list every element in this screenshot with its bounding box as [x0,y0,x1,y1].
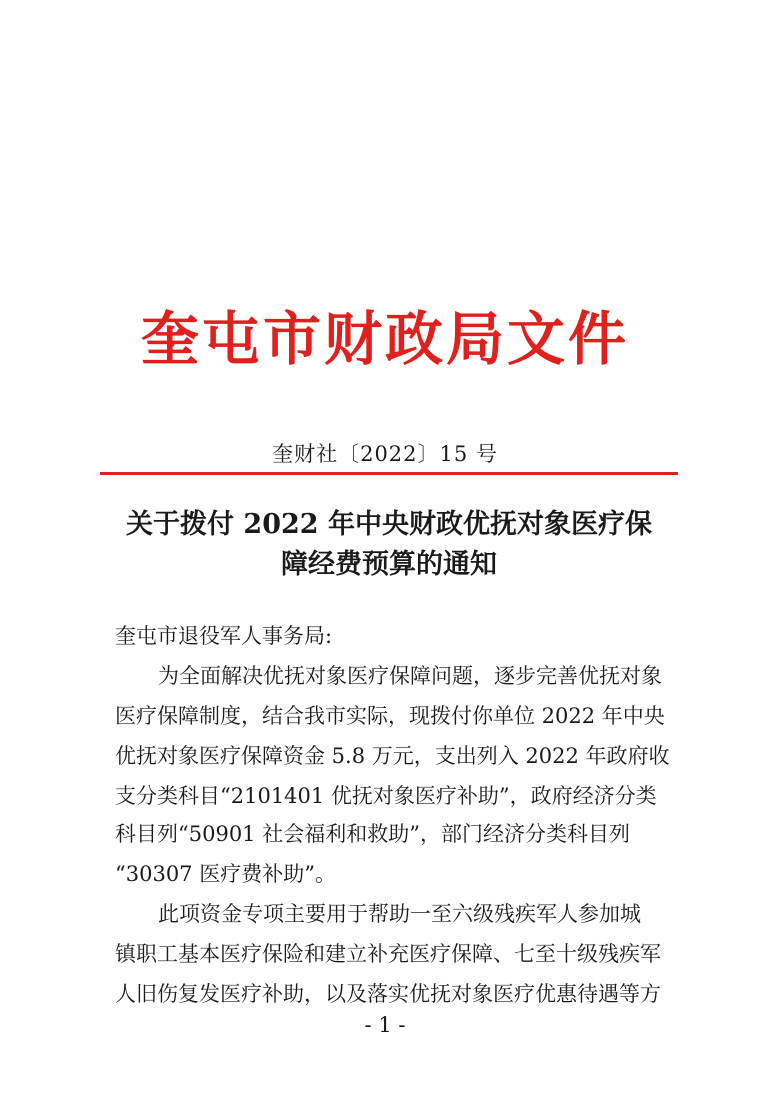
red-divider-line [100,472,678,475]
document-number: 奎财社〔2022〕15 号 [272,442,498,466]
issuer-header-title: 奎屯市财政局文件 [140,305,629,373]
body-line: “30307 医疗费补助”。 [115,862,336,886]
body-line: 支分类科目“2101401 优抚对象医疗补助”，政府经济分类 [115,784,657,808]
notice-title [100,505,678,585]
addressee: 奎屯市退役军人事务局: [115,624,333,648]
body-line: 此项资金专项主要用于帮助一至六级残疾军人参加城 [158,902,641,926]
body-line: 优抚对象医疗保障资金 5.8 万元，支出列入 2022 年政府收 [115,744,670,768]
body-line: 医疗保障制度，结合我市实际，现拨付你单位 2022 年中央 [115,704,665,728]
page-number: - 1 - [364,1013,406,1037]
notice-title-line-2: 障经费预算的通知 [281,549,497,580]
body-line: 科目列“50901 社会福利和救助”，部门经济分类科目列 [115,822,630,846]
body-line: 镇职工基本医疗保险和建立补充医疗保障、七至十级残疾军 [115,942,661,966]
body-line: 为全面解决优抚对象医疗保障问题，逐步完善优抚对象 [158,664,662,688]
notice-title-line-1: 关于拨付 2022 年中央财政优抚对象医疗保 [126,509,652,540]
body-line: 人旧伤复发医疗补助，以及落实优抚对象医疗优惠待遇等方 [115,982,661,1006]
